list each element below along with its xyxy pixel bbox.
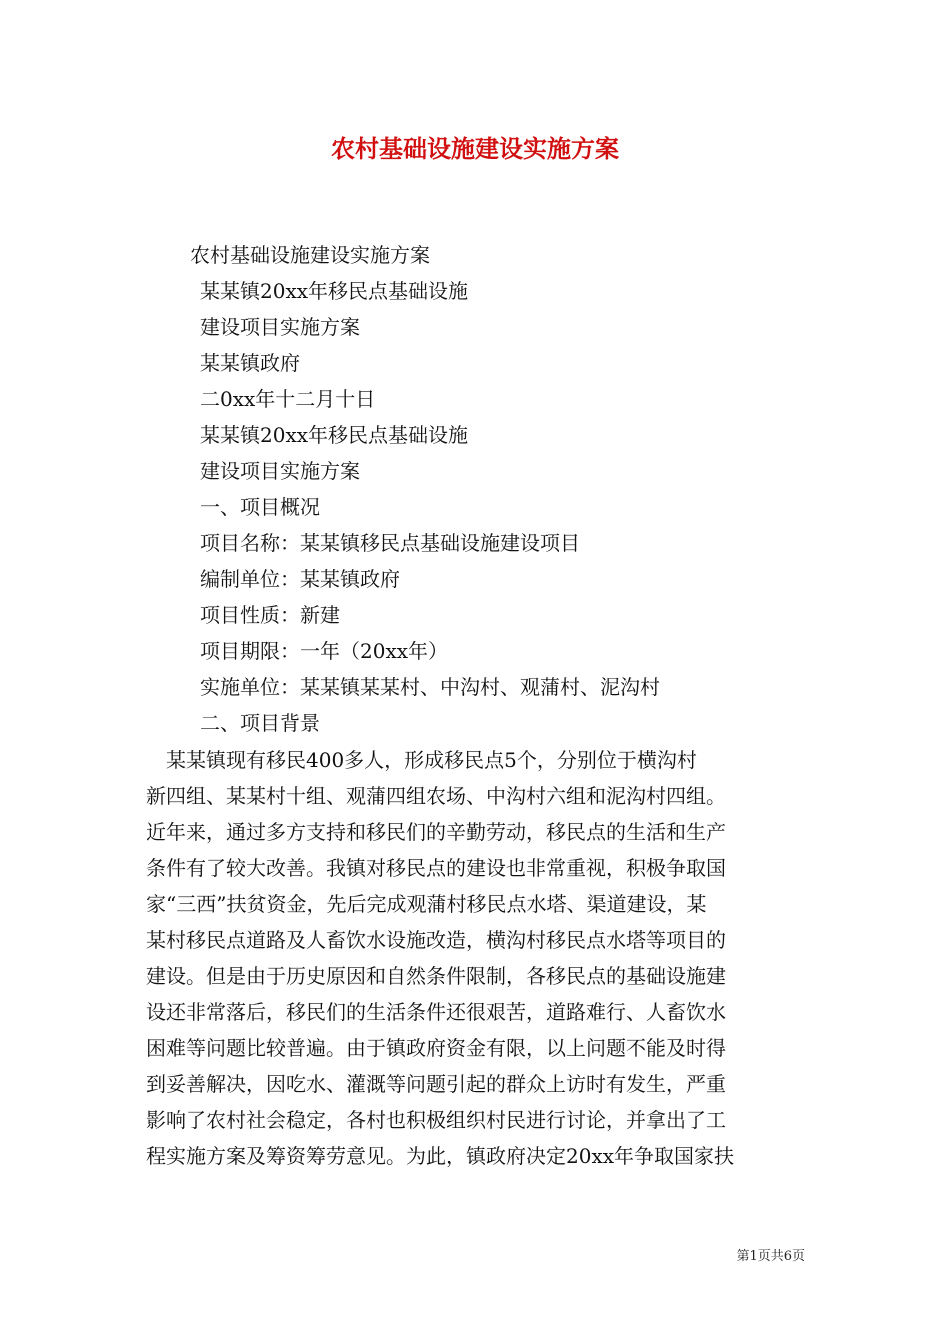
background-paragraph (146, 742, 808, 1174)
project-field: 编制单位：某某镇政府 (200, 567, 400, 591)
paragraph-line: 影响了农村社会稳定，各村也积极组织村民进行讨论，并拿出了工 (146, 1108, 726, 1132)
document-title: 农村基础设施建设实施方案 (331, 134, 619, 163)
project-field: 项目性质：新建 (200, 603, 340, 627)
paragraph-line: 家“三西”扶贫资金，先后完成观蒲村移民点水塔、渠道建设，某 (146, 892, 707, 916)
paragraph-line: 某某镇现有移民400多人，形成移民点5个，分别位于横沟村 (146, 748, 697, 772)
project-field: 项目期限：一年（20xx年） (200, 639, 449, 663)
paragraph-line: 新四组、某某村十组、观蒲四组农场、中沟村六组和泥沟村四组。 (146, 784, 726, 808)
project-field: 实施单位：某某镇某某村、中沟村、观蒲村、泥沟村 (200, 675, 660, 699)
paragraph-line: 建设。但是由于历史原因和自然条件限制，各移民点的基础设施建 (146, 964, 726, 988)
paragraph-line: 某村移民点道路及人畜饮水设施改造，横沟村移民点水塔等项目的 (146, 928, 726, 952)
paragraph-line: 到妥善解决，因吃水、灌溉等问题引起的群众上访时有发生，严重 (146, 1072, 726, 1096)
paragraph-line: 困难等问题比较普遍。由于镇政府资金有限，以上问题不能及时得 (146, 1036, 726, 1060)
header-line: 建设项目实施方案 (200, 315, 360, 339)
header-line: 某某镇20xx年移民点基础设施 (200, 279, 469, 303)
section-heading: 一、项目概况 (200, 495, 320, 519)
paragraph-line: 程实施方案及筹资筹劳意见。为此，镇政府决定20xx年争取国家扶 (146, 1144, 735, 1168)
header-line: 建设项目实施方案 (200, 459, 360, 483)
header-line: 农村基础设施建设实施方案 (190, 243, 430, 267)
paragraph-line: 设还非常落后，移民们的生活条件还很艰苦，道路难行、人畜饮水 (146, 1000, 726, 1024)
paragraph-line: 近年来，通过多方支持和移民们的辛勤劳动，移民点的生活和生产 (146, 820, 726, 844)
section-heading: 二、项目背景 (200, 711, 320, 735)
header-line: 某某镇20xx年移民点基础设施 (200, 423, 469, 447)
paragraph-line: 条件有了较大改善。我镇对移民点的建设也非常重视，积极争取国 (146, 856, 726, 880)
header-line: 二0xx年十二月十日 (200, 387, 376, 411)
project-field: 项目名称：某某镇移民点基础设施建设项目 (200, 531, 580, 555)
page-number: 第1页共6页 (736, 1249, 805, 1264)
header-line: 某某镇政府 (200, 351, 300, 375)
